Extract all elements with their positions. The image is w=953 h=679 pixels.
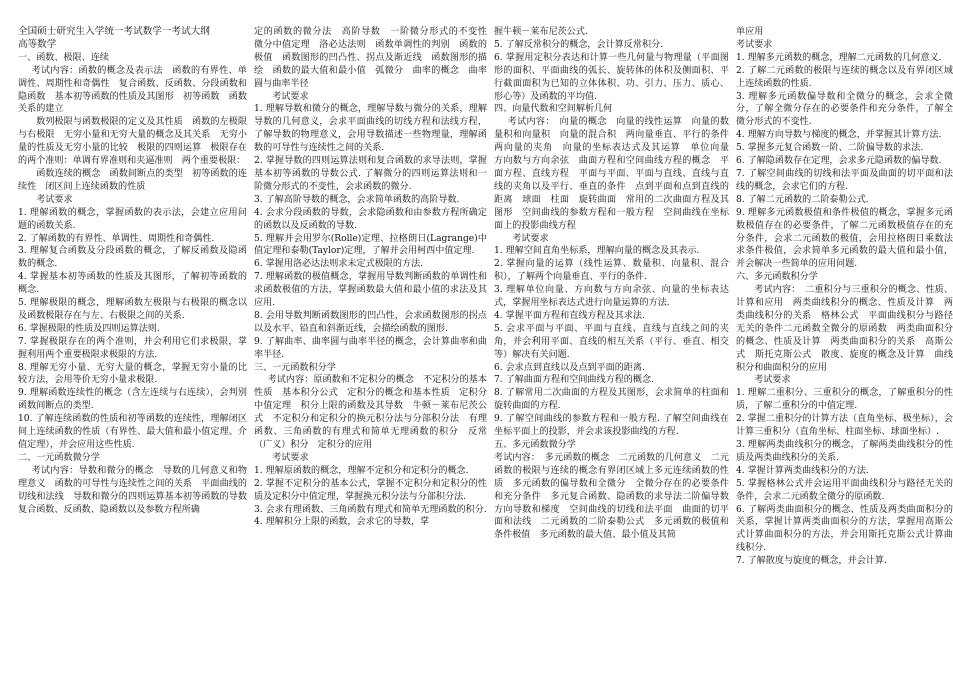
paragraph: 3. 理解多元函数偏导数和全微分的概念，会求全微分，了解全微分存在的必要条件和充分条件，了解全微分形式的不变性. xyxy=(736,91,953,128)
paragraph: 2. 掌握向量的运算（线性运算、数量积、向量积、混合积），了解两个向量垂直、平行的条件. xyxy=(494,259,729,283)
paragraph: 6. 了解两类曲面积分的概念、性质及两类曲面积分的关系，掌握计算两类曲面积分的方法，掌握用高斯公式计算曲面积分的方法，并会用斯托克斯公式计算曲线积分. xyxy=(736,504,953,554)
paragraph: 9. 理解多元函数极值和条件极值的概念，掌握多元函数极值存在的必要条件，了解二元函数极值存在的充分条件，会求二元函数的极值，会用拉格朗日乘数法求条件极值，会求简单多元函数的最大值和最小值，并会解决一些简单的应用问题. xyxy=(736,207,953,270)
paragraph: 考试要求 xyxy=(36,194,73,205)
paragraph: 握牛顿－莱布尼茨公式. xyxy=(494,27,588,37)
paragraph: 5. 掌握格林公式并会运用平面曲线积分与路径无关的条件，会求二元函数全微分的原函数. xyxy=(736,478,953,502)
paragraph: 考试要求 xyxy=(512,233,549,244)
paragraph: 考试内容：函数的概念及表示法 函数的有界性、单调性、周期性和奇偶性 复合函数、反函数、分段函数和隐函数 基本初等函数的性质及其图形 初等函数 函数关系的建立 xyxy=(18,65,247,115)
paragraph: 1. 理解二重积分、三重积分的概念，了解重积分的性质，了解二重积分的中值定理. xyxy=(736,388,953,412)
paragraph: 4. 掌握平面方程和直线方程及其求法. xyxy=(494,310,645,321)
section-heading: 五、多元函数微分学 xyxy=(494,440,576,450)
paragraph: 5. 了解反常积分的概念，会计算反常积分. xyxy=(494,39,664,50)
paragraph: 考试内容： 多元函数的概念 二元函数的几何意义 二元函数的极限与连续的概念有界闭区域上多元连续函数的性质 多元函数的偏导数和全微分 全微分存在的必要条件和充分条件 多元复合函数、隐函数的求导法二阶偏导数 方向导数和梯度 空间曲线的切线和法平面 曲面的切平面和法线 二元函数的二阶泰勒公式 多元函数的极值和条件极值 多元函数的最大值、最小值及其简 xyxy=(494,452,739,541)
paragraph: 考试内容：原函数和不定积分的概念 不定积分的基本性质 基本积分公式 定积分的概念和基本性质 定积分中值定理 积分上限的函数及其导数 牛顿－莱布尼茨公式 不定积分和定积分的换元积分法与分部积分法 有理函数、三角函数的有理式和简单无理函数的积分 反常（广义）积分 定积分的应用 xyxy=(254,375,487,450)
paragraph: 4. 掌握计算两类曲线积分的方法. xyxy=(736,465,869,476)
paragraph: 5. 理解并会用罗尔(Rolle)定理、拉格朗日(Lagrange)中值定理和泰勒(Taylor)定理，了解并会用柯西中值定理. xyxy=(254,233,487,257)
paragraph: 7. 掌握极限存在的两个准则，并会利用它们求极限，掌握利用两个重要极限求极限的方法. xyxy=(18,336,247,360)
paragraph: 4. 掌握基本初等函数的性质及其图形，了解初等函数的概念. xyxy=(18,272,247,296)
paragraph: 单应用 xyxy=(736,27,764,37)
paragraph: 7. 了解空间曲线的切线和法平面及曲面的切平面和法线的概念，会求它们的方程. xyxy=(736,168,953,192)
paragraph: 3. 了解高阶导数的概念，会求简单函数的高阶导数. xyxy=(254,194,460,205)
section-heading: 二、一元函数微分学 xyxy=(18,452,100,463)
document-title: 全国硕士研究生入学统一考试数学一考试大纲 xyxy=(18,26,210,37)
paragraph: 1. 理解原函数的概念，理解不定积分和定积分的概念. xyxy=(254,465,469,476)
paragraph: 2. 掌握二重积分的计算方法（直角坐标、极坐标），会计算三重积分（直角坐标、柱面坐标、球面坐标）. xyxy=(736,414,953,438)
paragraph: 考试要求 xyxy=(736,39,773,50)
paragraph: 考试要求 xyxy=(272,91,309,102)
paragraph: 数列极限与函数极限的定义及其性质 函数的左极限与右极限 无穷小量和无穷大量的概念及其关系 无穷小量的性质及无穷小量的比较 极限的四则运算 极限存在的两个准则：单调有界准则和夹逼准则 两个重要极限： xyxy=(18,117,247,167)
paragraph: 9. 了解曲率、曲率圆与曲率半径的概念，会计算曲率和曲率半径. xyxy=(254,336,487,360)
section-heading: 三、一元函数积分学 xyxy=(254,362,336,373)
paragraph: 9. 了解空间曲线的参数方程和一般方程. 了解空间曲线在坐标平面上的投影，并会求该投影曲线的方程. xyxy=(494,414,729,438)
paragraph: 5. 理解极限的概念，理解函数左极限与右极限的概念以及函数极限存在与左、右极限之间的关系. xyxy=(18,298,247,321)
paragraph: 5. 会求平面与平面、平面与直线、直线与直线之间的夹角，并会利用平面、直线的相互关系（平行、垂直、相交等）解决有关问题. xyxy=(494,323,729,360)
paragraph: 6. 掌握用洛必达法则求未定式极限的方法. xyxy=(254,259,424,270)
paragraph: 6. 了解隐函数存在定理，会求多元隐函数的偏导数. xyxy=(736,156,942,167)
paragraph: 1. 理解多元函数的概念，理解二元函数的几何意义. xyxy=(736,52,942,63)
paragraph: 6. 掌握极限的性质及四则运算法则. xyxy=(18,323,160,334)
paragraph: 考试要求 xyxy=(272,452,309,463)
paragraph: 8. 理解无穷小量、无穷大量的概念，掌握无穷小量的比较方法，会用等价无穷小量求极限. xyxy=(18,362,247,386)
paragraph: 7. 了解曲面方程和空间曲线方程的概念. xyxy=(494,375,654,386)
paragraph: 考试内容： 二重积分与三重积分的概念、性质、计算和应用 两类曲线积分的概念、性质及计算 两类曲线积分的关系 格林公式 平面曲线积分与路径无关的条件二元函数全微分的原函数 两类曲面积分的概念、性质及计算 两类曲面积分的关系 高斯公式 斯托克斯公式 散度、旋度的概念及计算 曲线积分和曲面积分的应用 xyxy=(736,285,953,373)
paragraph: 7. 了解散度与旋度的概念，并会计算. xyxy=(736,556,887,567)
paragraph: 3. 会求有理函数、三角函数有理式和简单无理函数的积分. xyxy=(254,504,487,515)
paragraph: 考试内容： 向量的概念 向量的线性运算 向量的数量积和向量积 向量的混合积 两向量垂直、平行的条件 两向量的夹角 向量的坐标表达式及其运算 单位向量 方向数与方向余弦 曲面方程和空间曲线方程的概念 平面方程、直线方程 平面与平面、平面与直线、直线与直线的夹角以及平行、垂直的条件 点到平面和点到直线的距离 球面 柱面 旋转曲面 常用的二次曲面方程及其图形 空间曲线的参数方程和一般方程 空间曲线在坐标面上的投影曲线方程 xyxy=(494,117,739,231)
paragraph: 1. 理解空间直角坐标系，理解向量的概念及其表示. xyxy=(494,246,700,257)
paragraph: 定的函数的微分法 高阶导数 一阶微分形式的不变性 微分中值定理 洛必达法则 函数单调性的判别 函数的极值 函数图形的凹凸性、拐点及渐近线 函数图形的描绘 函数的最大值和最小值 弧微分 曲率的概念 曲率圆与曲率半径 xyxy=(254,27,497,89)
paragraph: 4. 理解积分上限的函数，会求它的导数，掌 xyxy=(254,517,430,528)
paragraph: 6. 会求点到直线以及点到平面的距离. xyxy=(494,362,645,373)
text-column-2 xyxy=(254,26,497,675)
paragraph: 6. 掌握用定积分表达和计算一些几何量与物理量（平面图形的面积、平面曲线的弧长、旋转体的体积及侧面积、平行截面面积为已知的立体体积、功、引力、压力、质心、形心等）及函数的平均值. xyxy=(494,52,729,102)
paragraph: 8. 了解二元函数的二阶泰勒公式. xyxy=(736,194,869,205)
paragraph: 考试要求 xyxy=(754,375,791,386)
paragraph: 9. 理解函数连续性的概念（含左连续与右连续），会判别函数间断点的类型. xyxy=(18,388,247,412)
paragraph: 4. 理解方向导数与梯度的概念，并掌握其计算方法. xyxy=(736,130,942,141)
text-column-4 xyxy=(736,26,953,675)
paragraph: 2. 掌握不定积分的基本公式，掌握不定积分和定积分的性质及定积分中值定理，掌握换元积分法与分部积分法. xyxy=(254,478,487,502)
section-heading: 六、多元函数积分学 xyxy=(736,272,818,283)
paragraph: 3. 理解复合函数及分段函数的概念，了解反函数及隐函数的概念. xyxy=(18,246,247,270)
section-heading: 一、函数、极限、连续 xyxy=(18,52,109,63)
document-subtitle: 高等数学 xyxy=(18,38,57,50)
paragraph: 考试内容：导数和微分的概念 导数的几何意义和物理意义 函数的可导性与连续性之间的关系 平面曲线的切线和法线 导数和微分的四则运算基本初等函数的导数 复合函数、反函数、隐函数以及参数方程所确 xyxy=(18,465,257,515)
paragraph: 8. 会用导数判断函数图形的凹凸性，会求函数图形的拐点以及水平、铅直和斜渐近线，会描绘函数的图形. xyxy=(254,310,487,334)
paragraph: 7. 理解函数的极值概念，掌握用导数判断函数的单调性和求函数极值的方法，掌握函数最大值和最小值的求法及其应用. xyxy=(254,272,487,309)
section-heading: 四、向量代数和空间解析几何 xyxy=(494,104,613,115)
paragraph: 2. 了解函数的有界性、单调性、周期性和奇偶性. xyxy=(18,233,215,244)
paragraph: 2. 掌握导数的四则运算法则和复合函数的求导法则，掌握基本初等函数的导数公式. 了解微分的四则运算法则和一阶微分形式的不变性，会求函数的微分. xyxy=(254,156,487,192)
text-column-3 xyxy=(494,26,739,675)
paragraph: 4. 会求分段函数的导数，会求隐函数和由参数方程所确定的函数以及反函数的导数. xyxy=(254,207,487,231)
paragraph: 2. 了解二元函数的极限与连续的概念以及有界闭区域上连续函数的性质. xyxy=(736,65,953,89)
paragraph: 5. 掌握多元复合函数一阶、二阶偏导数的求法. xyxy=(736,143,924,154)
paragraph: 函数连续的概念 函数间断点的类型 初等函数的连续性 闭区间上连续函数的性质 xyxy=(18,168,247,192)
paragraph: 10. 了解连续函数的性质和初等函数的连续性，理解闭区间上连续函数的性质（有界性、最大值和最小值定理、介值定理），并会应用这些性质. xyxy=(18,414,247,450)
paragraph: 1. 理解函数的概念，掌握函数的表示法，会建立应用问题的函数关系. xyxy=(18,207,247,231)
paragraph: 3. 理解两类曲线积分的概念，了解两类曲线积分的性质及两类曲线积分的关系. xyxy=(736,440,953,463)
paragraph: 3. 理解单位向量、方向数与方向余弦、向量的坐标表达式，掌握用坐标表达式进行向量运算的方法. xyxy=(494,285,729,309)
paragraph: 8. 了解常用二次曲面的方程及其图形，会求简单的柱面和旋转曲面的方程. xyxy=(494,388,729,412)
text-column-1 xyxy=(18,26,257,675)
paragraph: 1. 理解导数和微分的概念，理解导数与微分的关系，理解导数的几何意义，会求平面曲线的切线方程和法线方程，了解导数的物理意义，会用导数描述一些物理量，理解函数的可导性与连续性之间的关系. xyxy=(254,104,487,154)
